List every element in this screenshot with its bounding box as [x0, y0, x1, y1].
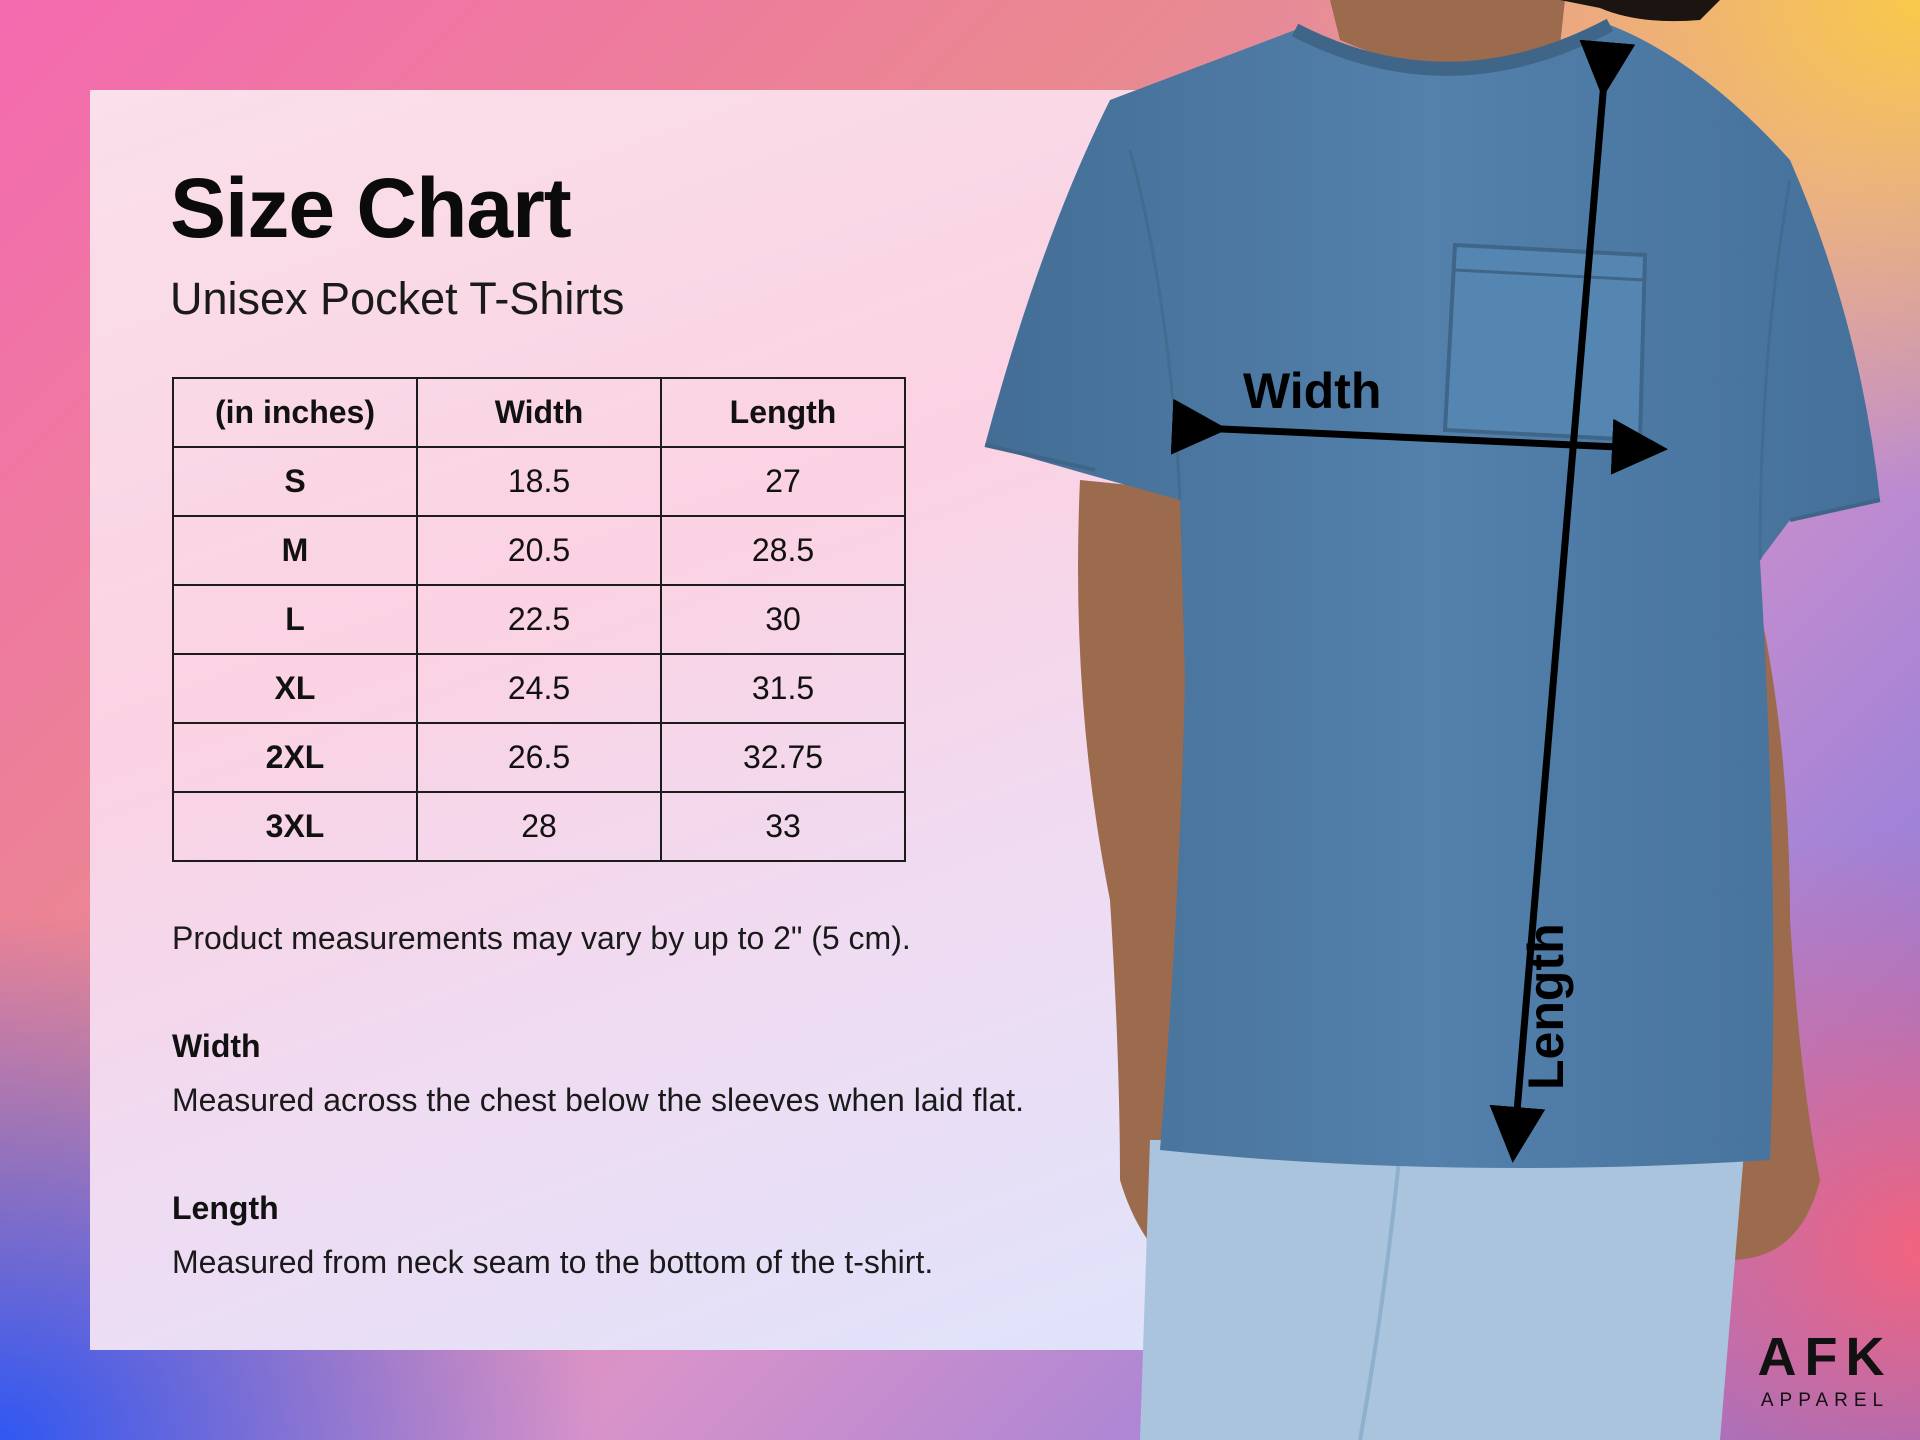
length-cell: 31.5	[661, 654, 905, 723]
size-table	[172, 377, 906, 862]
table-row	[173, 516, 905, 585]
length-definition-text: Measured from neck seam to the bottom of the t-shirt.	[172, 1244, 934, 1280]
length-definition-label: Length	[172, 1190, 279, 1226]
length-cell: 27	[661, 447, 905, 516]
width-cell: 28	[417, 792, 661, 861]
table-row	[173, 723, 905, 792]
brand-logo	[1750, 1327, 1900, 1412]
page-title: Size Chart	[170, 161, 571, 255]
table-row	[173, 447, 905, 516]
width-cell: 24.5	[417, 654, 661, 723]
size-cell: XL	[173, 654, 417, 723]
length-arrow-label: Length	[1518, 923, 1574, 1090]
width-arrow-label: Width	[1243, 363, 1382, 419]
width-cell: 22.5	[417, 585, 661, 654]
table-row	[173, 654, 905, 723]
width-cell: 18.5	[417, 447, 661, 516]
brand-logo-sub: APPAREL	[1760, 1390, 1890, 1411]
table-header-row	[173, 378, 905, 447]
width-definition-label: Width	[172, 1028, 261, 1064]
length-cell: 32.75	[661, 723, 905, 792]
column-header: (in inches)	[173, 378, 417, 447]
width-cell: 26.5	[417, 723, 661, 792]
length-cell: 28.5	[661, 516, 905, 585]
column-header: Width	[417, 378, 661, 447]
width-cell: 20.5	[417, 516, 661, 585]
width-definition-text: Measured across the chest below the sleeves when laid flat.	[172, 1082, 1025, 1118]
brand-logo-main: AFK	[1757, 1327, 1893, 1387]
hair-shape	[1560, 0, 1720, 21]
table-row	[173, 792, 905, 861]
measurement-note: Product measurements may vary by up to 2" (5 cm).	[172, 920, 911, 956]
length-cell: 33	[661, 792, 905, 861]
jeans-shape	[1140, 1140, 1745, 1440]
size-cell: S	[173, 447, 417, 516]
size-cell: M	[173, 516, 417, 585]
table-row	[173, 585, 905, 654]
size-cell: 3XL	[173, 792, 417, 861]
length-cell: 30	[661, 585, 905, 654]
size-cell: L	[173, 585, 417, 654]
model-photo	[960, 0, 1920, 1440]
size-cell: 2XL	[173, 723, 417, 792]
page-subtitle: Unisex Pocket T-Shirts	[170, 273, 625, 324]
column-header: Length	[661, 378, 905, 447]
